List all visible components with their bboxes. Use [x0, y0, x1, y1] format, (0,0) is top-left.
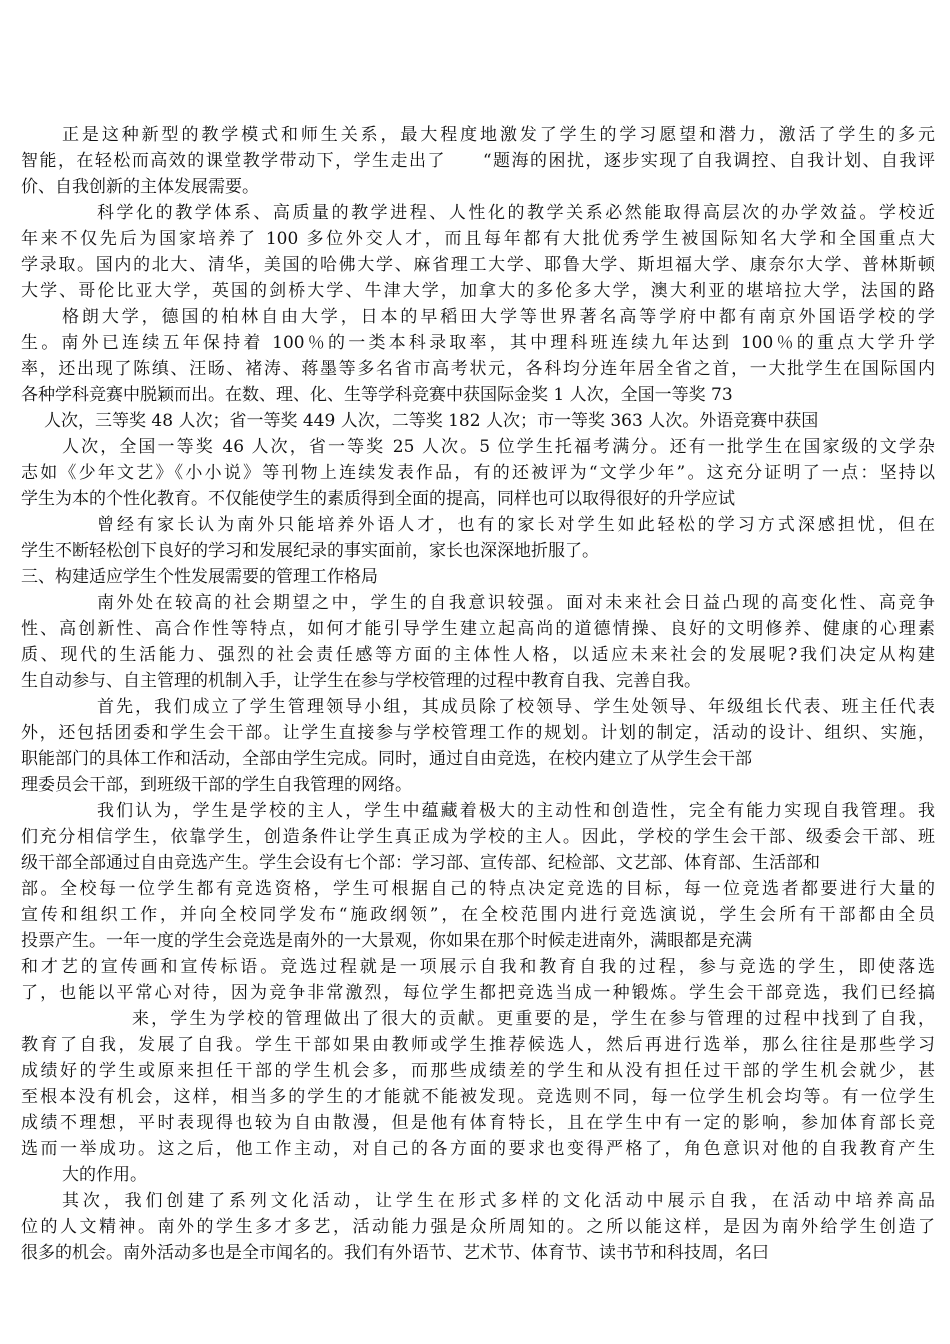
- text-line: 正是这种新型的教学模式和师生关系，最大程度地激发了学生的学习愿望和潜力，激活了学生的多元: [62, 125, 935, 145]
- text-line: 学生不断轻松创下良好的学习和发展纪录的事实面前，家长也深深地折服了。: [21, 541, 599, 561]
- section-heading: 三、构建适应学生个性发展需要的管理工作格局: [21, 567, 378, 587]
- text-line: 生。南外已连续五年保持着 100％的一类本科录取率，其中理科班连续九年达到 100％的重点大学升学: [21, 333, 935, 353]
- text-line: 各种学科竞赛中脱颖而出。在数、理、化、生等学科竞赛中获国际金奖 1 人次，全国一等奖 73: [21, 385, 733, 405]
- text-line: 生自动参与、自主管理的机制入手，让学生在参与学校管理的过程中教育自我、完善自我。: [21, 671, 701, 691]
- text-line: 大的作用。: [62, 1165, 147, 1185]
- text-line: 智能，在轻松而高效的课堂教学带动下，学生走出了 “题海的困扰，逐步实现了自我调控、自我计划、自我评: [21, 151, 935, 171]
- text-line: 质、现代的生活能力、强烈的社会责任感等方面的主体性人格，以适应未来社会的发展呢?我们决定从构建: [21, 645, 935, 665]
- text-line: 我们认为，学生是学校的主人，学生中蕴藏着极大的主动性和创造性，完全有能力实现自我管理。我: [97, 801, 935, 821]
- text-line: 了，也能以平常心对待，因为竞争非常激烈，每位学生都把竞选当成一种锻炼。学生会干部竞选，我们已经搞: [21, 983, 935, 1003]
- text-line: 学录取。国内的北大、清华，美国的哈佛大学、麻省理工大学、耶鲁大学、斯坦福大学、康奈尔大学、普林斯顿: [21, 255, 935, 275]
- text-line: 年来不仅先后为国家培养了 100 多位外交人才，而且每年都有大批优秀学生被国际知名大学和全国重点大: [21, 229, 935, 249]
- text-line: 们充分相信学生，依靠学生，创造条件让学生真正成为学校的主人。因此，学校的学生会干部、级委会干部、班: [21, 827, 935, 847]
- text-line: 科学化的教学体系、高质量的教学进程、人性化的教学关系必然能取得高层次的办学效益。学校近: [97, 203, 935, 223]
- text-line: 曾经有家长认为南外只能培养外语人才，也有的家长对学生如此轻松的学习方式深感担忧，但在: [97, 515, 935, 535]
- text-line: 选而一举成功。这之后，他工作主动，对自己的各方面的要求也变得严格了，角色意识对他的自我教育产生: [21, 1139, 935, 1159]
- text-line: 其次，我们创建了系列文化活动，让学生在形式多样的文化活动中展示自我，在活动中培养高品: [62, 1191, 935, 1211]
- text-line: 性、高创新性、高合作性等特点，如何才能引导学生建立起高尚的道德情操、良好的文明修养、健康的心理素: [21, 619, 935, 639]
- text-line: 大学、哥伦比亚大学，英国的剑桥大学、牛津大学，加拿大的多伦多大学，澳大利亚的堪培拉大学，法国的路: [21, 281, 935, 301]
- text-line: 很多的机会。南外活动多也是全市闻名的。我们有外语节、艺术节、体育节、读书节和科技周，名曰: [21, 1243, 769, 1263]
- text-line: 率，还出现了陈缜、汪旸、褚涛、蒋墨等多名省市高考状元，各科均分连年居全省之首，一大批学生在国际国内: [21, 359, 935, 379]
- text-line: 价、自我创新的主体发展需要。: [21, 177, 259, 197]
- text-line: 首先，我们成立了学生管理领导小组，其成员除了校领导、学生处领导、年级组长代表、班主任代表: [97, 697, 935, 717]
- text-line: 人次，三等奖 48 人次；省一等奖 449 人次，二等奖 182 人次；市一等奖 363 人次。外语竞赛中获国: [44, 411, 819, 431]
- text-line: 宣传和组织工作，并向全校同学发布“施政纲领”，在全校范围内进行竞选演说，学生会所有干部都由全员: [21, 905, 935, 925]
- text-line: 外，还包括团委和学生会干部。让学生直接参与学校管理工作的规划。计划的制定，活动的设计、组织、实施，: [21, 723, 935, 743]
- text-line: 来，学生为学校的管理做出了很大的贡献。更重要的是，学生在参与管理的过程中找到了自我，: [132, 1009, 935, 1029]
- text-line: 成绩好的学生或原来担任干部的学生机会多，而那些成绩差的学生和从没有担任过干部的学生机会就少，甚: [21, 1061, 935, 1081]
- text-line: 和才艺的宣传画和宣传标语。竞选过程就是一项展示自我和教育自我的过程，参与竞选的学生，即使落选: [21, 957, 935, 977]
- text-line: 投票产生。一年一度的学生会竞选是南外的一大景观，你如果在那个时候走进南外，满眼都是充满: [21, 931, 752, 951]
- text-line: 级干部全部通过自由竞选产生。学生会设有七个部：学习部、宣传部、纪检部、文艺部、体育部、生活部和: [21, 853, 820, 873]
- text-line: 学生为本的个性化教育。不仅能使学生的素质得到全面的提高，同样也可以取得很好的升学应试: [21, 489, 735, 509]
- text-line: 教育了自我，发展了自我。学生干部如果由教师或学生推荐候选人，然后再进行选举，那么往往是那些学习: [21, 1035, 935, 1055]
- text-line: 职能部门的具体工作和活动，全部由学生完成。同时，通过自由竞选，在校内建立了从学生会干部: [21, 749, 752, 769]
- text-line: 成绩不理想，平时表现得也较为自由散漫，但是他有体育特长，且在学生中有一定的影响，参加体育部长竞: [21, 1113, 935, 1133]
- text-line: 位的人文精神。南外的学生多才多艺，活动能力强是众所周知的。之所以能这样，是因为南外给学生创造了: [21, 1217, 935, 1237]
- text-line: 理委员会干部，到班级干部的学生自我管理的网络。: [21, 775, 412, 795]
- text-line: 志如《少年文艺》《小小说》等刊物上连续发表作品，有的还被评为“文学少年”。这充分证明了一点：坚持以: [21, 463, 935, 483]
- text-line: 南外处在较高的社会期望之中，学生的自我意识较强。面对未来社会日益凸现的高变化性、高竞争: [97, 593, 935, 613]
- text-line: 格朗大学，德国的柏林自由大学，日本的早稻田大学等世界著名高等学府中都有南京外国语学校的学: [62, 307, 935, 327]
- text-line: 部。全校每一位学生都有竞选资格，学生可根据自己的特点决定竞选的目标，每一位竞选者都要进行大量的: [21, 879, 935, 899]
- text-line: 至根本没有机会，这样，相当多的学生的才能就不能被发现。竞选则不同，每一位学生机会均等。有一位学生: [21, 1087, 935, 1107]
- text-line: 人次，全国一等奖 46 人次，省一等奖 25 人次。5 位学生托福考满分。还有一批学生在国家级的文学杂: [62, 437, 935, 457]
